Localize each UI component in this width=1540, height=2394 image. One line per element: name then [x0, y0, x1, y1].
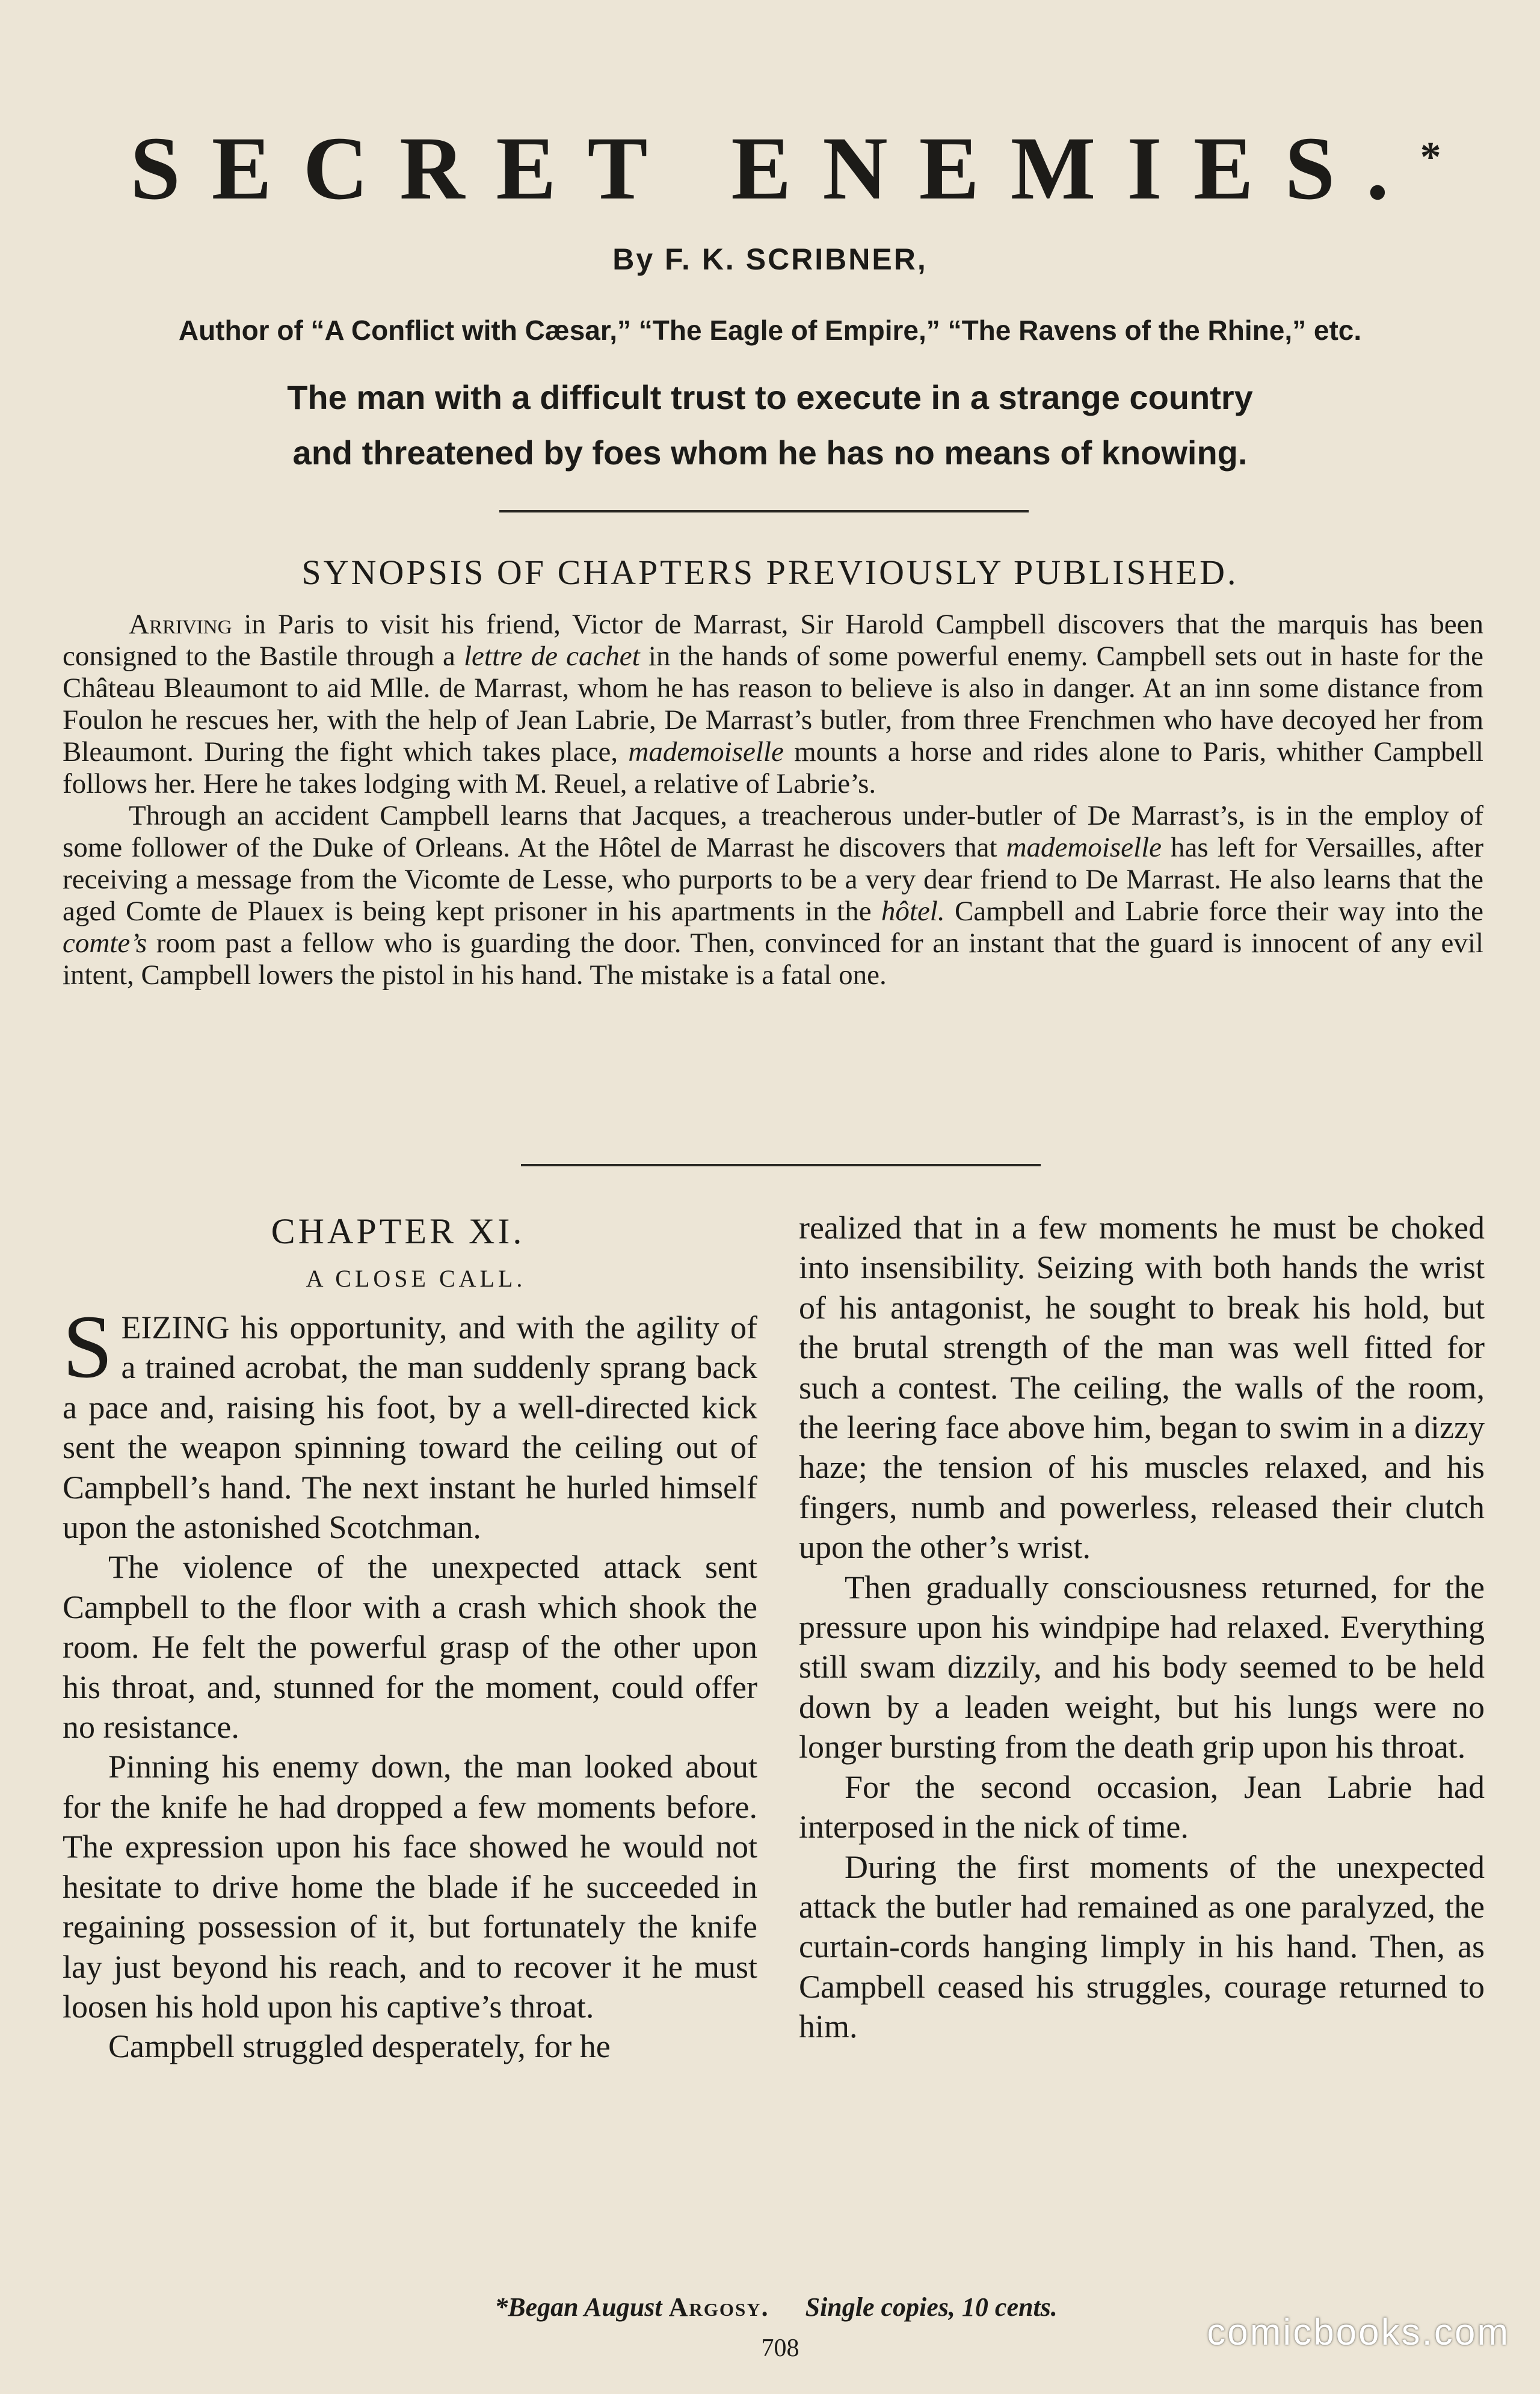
synopsis-text-span: in the hands of some powerful enemy. Campbell sets out in haste for the Château Bleaumont to aid Mlle. de Marrast, whom he has reason to believe is also in danger. At an inn some distance from Foulon he rescues her, with the help of Jean Labrie, De Marrast’s butler, from three Frenchmen who have decoyed her from Bleaumont. During the fight which takes place,: [63, 641, 1483, 768]
tagline-line-2: and threatened by foes whom he has no means of knowing.: [292, 434, 1248, 472]
body-paragraph: Pinning his enemy down, the man looked about for the knife he had dropped a few moments before. The expression upon his face showed he would not hesitate to drive home the blade if he succeeded in regaining possession of it, but fortunately the knife lay just beyond his reach, and to recover it he must loosen his hold upon his captive’s throat.: [63, 1749, 757, 2025]
chapter-subheading: A CLOSE CALL.: [306, 1265, 526, 1292]
footnote-price: Single copies, 10 cents.: [805, 2292, 1058, 2322]
title-footnote-mark: *: [1420, 134, 1441, 180]
synopsis-lead-word: Arriving: [129, 609, 232, 640]
synopsis-text-span: in Paris to visit his friend, Victor de Marrast, Sir Harold Campbell discovers that the marquis has been consigned to the Bastile through a: [63, 609, 1483, 672]
footnote-text: *Began August: [494, 2292, 669, 2322]
paragraph-text: his opportunity, and with the agility of a trained acrobat, the man suddenly sprang back a pace and, raising his foot, by a well-directed kick sent the weapon spinning toward the ceiling out of Campbell’s hand. The next instant he hurled himself upon the astonished Scotchman.: [63, 1309, 757, 1546]
drop-cap: S: [63, 1297, 113, 1397]
synopsis-italic-span: mademoiselle: [1006, 832, 1162, 863]
body-paragraph: Then gradually consciousness returned, for the pressure upon his windpipe had relaxed. Everything still swam dizzily, and his body seemed to be held down by a leaden weight, but his lungs were no longer bursting from the death grip upon his throat.: [799, 1569, 1485, 1765]
chapter-heading: CHAPTER XI.: [271, 1211, 525, 1251]
story-title: [0, 118, 1540, 218]
lead-word: EIZING: [121, 1309, 230, 1346]
header-divider: [499, 510, 1029, 512]
body-paragraph: realized that in a few moments he must be choked into insensibility. Seizing with both hands the wrist of his antagonist, he sought to break his hold, but the brutal strength of the man was well fitted for such a contest. The ceiling, the walls of the room, the leering face above him, began to swim in a dizzy haze; the tension of his muscles relaxed, and his fingers, numb and powerless, released their clutch upon the other’s wrist.: [799, 1210, 1485, 1566]
tagline: [0, 370, 1540, 481]
tagline-line-1: The man with a difficult trust to execute in a strange country: [287, 378, 1253, 416]
synopsis-text-span: Through an accident Campbell learns that Jacques, a treacherous under-butler of De Marrast’s, is in the employ of some follower of the Duke of Orleans. At the Hôtel de Marrast he discovers that: [63, 800, 1483, 863]
column-right: [799, 1208, 1485, 2047]
body-paragraph: For the second occasion, Jean Labrie had interposed in the nick of time.: [799, 1768, 1485, 1845]
synopsis-text-span: Campbell and Labrie force their way into the: [944, 896, 1483, 927]
byline: By F. K. SCRIBNER,: [612, 242, 928, 276]
column-left: [63, 1210, 757, 2067]
synopsis-divider: [521, 1164, 1041, 1166]
body-paragraph: [63, 1297, 757, 1547]
synopsis-italic-span: comte’s: [63, 928, 147, 959]
synopsis-italic-span: lettre de cachet: [464, 641, 640, 672]
synopsis-italic-span: mademoiselle: [628, 736, 784, 768]
synopsis-text-span: has left for Versailles, after receiving a message from the Vicomte de Lesse, who purports to be a very dear friend to De Marrast. He also learns that the aged Comte de Plauex is being kept prisoner in his apartments in the: [63, 832, 1483, 927]
synopsis-paragraph-1: [63, 609, 1483, 800]
page-number: 708: [761, 2334, 799, 2362]
watermark: comicbooks.com: [1207, 2312, 1510, 2353]
synopsis-text: [63, 609, 1483, 991]
body-paragraph: The violence of the unexpected attack sent Campbell to the floor with a crash which shook the room. He felt the powerful grasp of the other upon his throat, and, stunned for the moment, could offer no resistance.: [63, 1549, 757, 1746]
body-paragraph: During the first moments of the unexpected attack the butler had remained as one paralyzed, the curtain-cords hanging limply in his hand. Then, as Campbell ceased his struggles, courage returned to him.: [799, 1848, 1485, 2045]
synopsis-italic-span: hôtel.: [881, 896, 945, 927]
synopsis-heading: SYNOPSIS OF CHAPTERS PREVIOUSLY PUBLISHED.: [301, 553, 1239, 592]
story-title-text: SECRET ENEMIES.: [130, 118, 1420, 218]
author-credits: Author of “A Conflict with Cæsar,” “The Eagle of Empire,” “The Ravens of the Rhine,” etc.: [178, 315, 1362, 346]
synopsis-text-span: mounts a horse and rides alone to Paris, whither Campbell follows her. Here he takes lodging with M. Reuel, a relative of Labrie’s.: [63, 736, 1483, 799]
body-paragraph: Campbell struggled desperately, for he: [108, 2028, 611, 2065]
magazine-name: Argosy.: [668, 2292, 769, 2322]
synopsis-paragraph-2: [63, 800, 1483, 991]
synopsis-text-span: room past a fellow who is guarding the door. Then, convinced for an instant that the guard is innocent of any evil intent, Campbell lowers the pistol in his hand. The mistake is a fatal one.: [63, 928, 1483, 991]
